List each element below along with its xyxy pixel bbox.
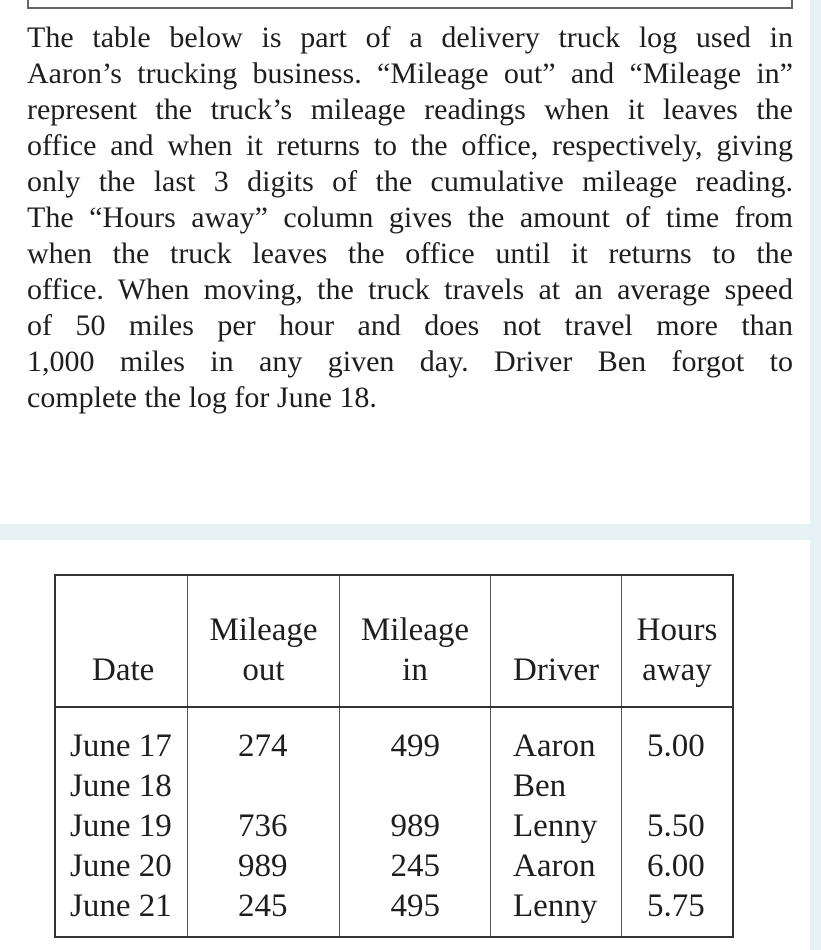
passage-line: complete the log for June 18.: [27, 381, 377, 414]
header-mileage-out-line1: Mileage: [209, 612, 318, 648]
hours-away-cell: [622, 766, 732, 806]
header-hours-line1: Hours: [636, 612, 718, 648]
date-cell: June 17: [70, 728, 172, 764]
top-frame-rule: [27, 0, 793, 9]
mileage-in-cell: 499: [390, 728, 440, 764]
passage-line: only the last 3 digits of the cumulative mileage reading.: [27, 165, 793, 198]
table-header-row: [55, 575, 733, 707]
hours-away-column: [622, 707, 734, 937]
mileage-in-cell: 495: [390, 888, 440, 924]
passage-line: office. When moving, the truck travels at an average speed: [27, 273, 793, 306]
passage-line: of 50 miles per hour and does not travel more than: [27, 309, 793, 342]
driver-cell: Ben: [513, 768, 567, 804]
passage-line: represent the truck’s mileage readings when it leaves the: [27, 93, 793, 126]
right-margin-strip: [810, 0, 821, 950]
header-driver: [491, 575, 622, 707]
passage-line: 1,000 miles in any given day. Driver Ben forgot to: [27, 345, 793, 378]
mileage-out-cell: 274: [238, 728, 288, 764]
mileage-out-column: [188, 707, 340, 937]
driver-cell: Lenny: [513, 888, 598, 924]
header-hours-away: [622, 575, 734, 707]
header-mileage-out: [188, 575, 340, 707]
driver-column: [491, 707, 622, 937]
passage-line: Aaron’s trucking business. “Mileage out” and “Mileage in”: [27, 57, 793, 90]
section-divider: [0, 524, 810, 540]
mileage-in-cell: [340, 766, 490, 806]
hours-away-cell: 5.50: [647, 808, 705, 844]
passage-line: office and when it returns to the office, respectively, giving: [27, 129, 793, 162]
date-cell: June 19: [70, 808, 172, 844]
header-mileage-in-line2: in: [402, 652, 428, 688]
header-mileage-in: [340, 575, 491, 707]
mileage-out-cell: 245: [238, 888, 288, 924]
date-cell: June 20: [70, 848, 172, 884]
header-driver-label: Driver: [513, 652, 600, 688]
date-cell: June 18: [70, 768, 172, 804]
hours-away-cell: 5.75: [647, 888, 705, 924]
header-hours-line2: away: [642, 652, 712, 688]
driver-cell: Lenny: [513, 808, 598, 844]
date-cell: June 21: [70, 888, 172, 924]
header-mileage-in-line1: Mileage: [360, 612, 470, 648]
header-date-label: Date: [92, 652, 155, 688]
truck-log-table: [54, 574, 734, 938]
passage-line: when the truck leaves the office until it returns to the: [27, 237, 793, 270]
table-body-row: [55, 707, 733, 937]
mileage-out-cell: 989: [238, 848, 288, 884]
mileage-in-cell: 245: [390, 848, 440, 884]
mileage-out-cell: [188, 766, 339, 806]
driver-cell: Aaron: [513, 848, 596, 884]
mileage-in-column: [340, 707, 491, 937]
problem-passage: [27, 20, 793, 416]
driver-cell: Aaron: [513, 728, 596, 764]
passage-line: The table below is part of a delivery truck log used in: [27, 21, 793, 54]
mileage-out-cell: 736: [238, 808, 288, 844]
header-date: [55, 575, 188, 707]
hours-away-cell: 5.00: [647, 728, 705, 764]
mileage-in-cell: 989: [390, 808, 440, 844]
passage-line: The “Hours away” column gives the amount of time from: [27, 201, 793, 234]
date-column: [55, 707, 188, 937]
hours-away-cell: 6.00: [647, 848, 705, 884]
header-mileage-out-line2: out: [242, 652, 285, 688]
